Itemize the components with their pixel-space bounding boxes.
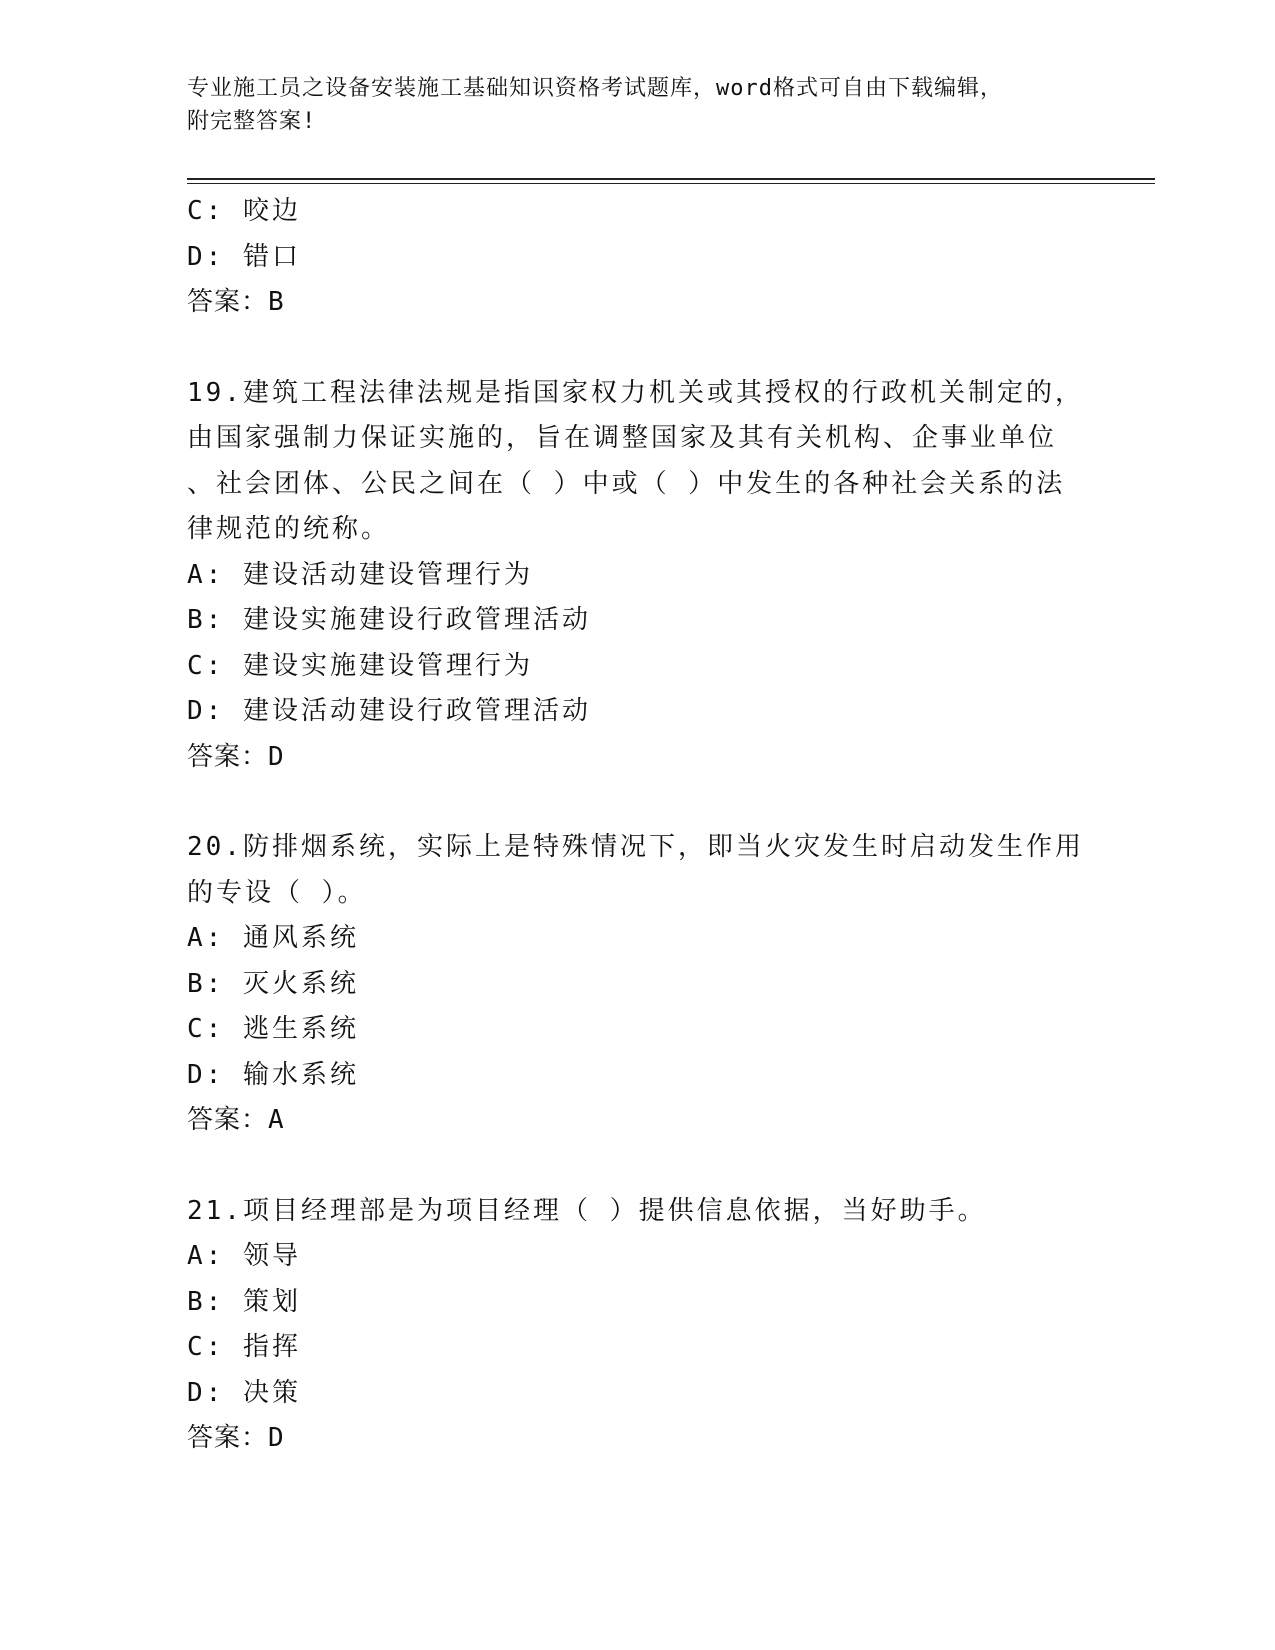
question-stem: 律规范的统称。	[187, 514, 391, 544]
option-d: D: 输水系统	[187, 1059, 359, 1090]
answer: 答案：B	[187, 287, 285, 317]
header-line-1: 专业施工员之设备安装施工基础知识资格考试题库，word格式可自由下载编辑，	[187, 76, 1003, 101]
option-d: D: 建设活动建设行政管理活动	[187, 696, 591, 726]
question-stem: 、社会团体、公民之间在（ ）中或（ ）中发生的各种社会关系的法	[187, 468, 1066, 499]
header-divider-thin	[187, 183, 1155, 184]
option-b: B: 灭火系统	[187, 968, 359, 999]
answer: 答案：D	[187, 741, 285, 772]
option-a: A: 建设活动建设管理行为	[187, 559, 533, 590]
header-divider-thick	[187, 178, 1155, 180]
question-stem: 的专设（ ）。	[187, 877, 367, 908]
option-d: D: 决策	[187, 1377, 301, 1408]
answer: 答案：A	[187, 1105, 285, 1135]
header-line-2: 附完整答案!	[187, 109, 317, 134]
question-19	[187, 371, 1087, 781]
question-stem: 20.防排烟系统，实际上是特殊情况下，即当火灾发生时启动发生作用	[187, 832, 1084, 862]
option-a: A: 领导	[187, 1241, 301, 1271]
option-c: C: 逃生系统	[187, 1014, 359, 1044]
question-stem: 19.建筑工程法律法规是指国家权力机关或其授权的行政机关制定的，	[187, 377, 1084, 408]
option-c: C: 咬边	[187, 196, 301, 226]
question-stem: 由国家强制力保证实施的，旨在调整国家及其有关机构、企事业单位	[187, 423, 1058, 453]
option-c: C: 指挥	[187, 1332, 301, 1362]
document-body	[187, 189, 1087, 1462]
answer: 答案：D	[187, 1423, 285, 1453]
option-a: A: 通风系统	[187, 923, 359, 953]
question-stem: 21.项目经理部是为项目经理（ ）提供信息依据，当好助手。	[187, 1195, 987, 1226]
option-b: B: 策划	[187, 1286, 301, 1317]
page-header	[187, 72, 1087, 138]
option-b: B: 建设实施建设行政管理活动	[187, 605, 591, 635]
question-21	[187, 1189, 1087, 1462]
prev-question	[187, 189, 1087, 326]
option-d: D: 错口	[187, 241, 301, 272]
question-20	[187, 825, 1087, 1144]
option-c: C: 建设实施建设管理行为	[187, 650, 533, 681]
